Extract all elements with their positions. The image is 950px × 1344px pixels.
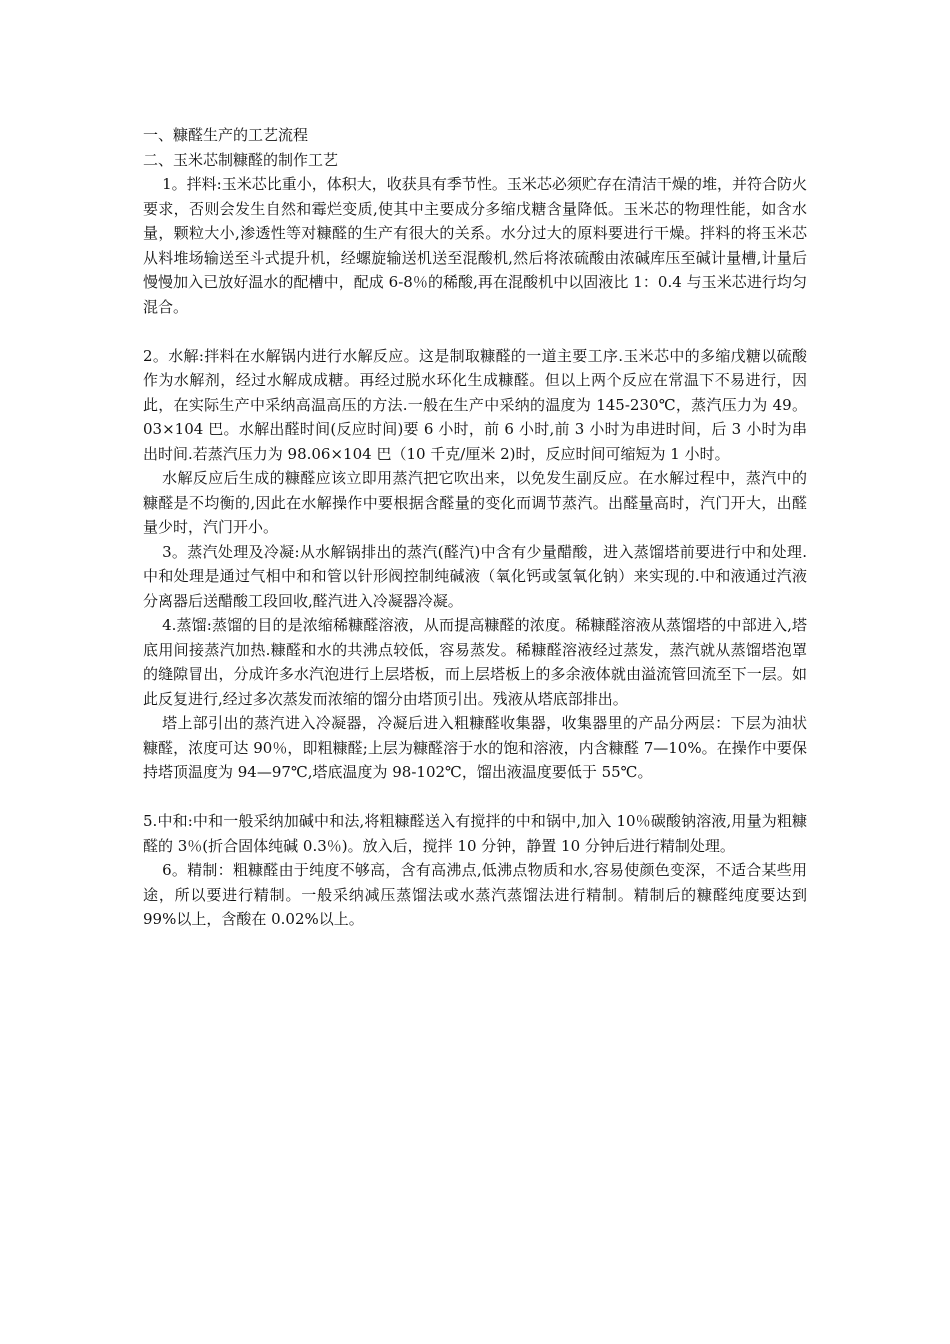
paragraph-condensation: 塔上部引出的蒸汽进入冷凝器，冷凝后进入粗糠醛收集器，收集器里的产品分两层：下层为油状糠醛，浓度可达 90％，即粗糠醛;上层为糠醛溶于水的饱和溶液，内含糠醛 7—10%。在操作中要保持塔顶温度为 94—97℃,塔底温度为 98-102℃，馏出液温度要低于 55℃。 [143,714,807,781]
paragraph-distillation: 4.蒸馏:蒸馏的目的是浓缩稀糠醛溶液，从而提高糠醛的浓度。稀糠醛溶液从蒸馏塔的中部进入,塔底用间接蒸汽加热.糠醛和水的共沸点较低，容易蒸发。稀糠醛溶液经过蒸发，蒸汽就从蒸馏塔泡罩的缝隙冒出，分成许多水汽泡进行上层塔板，而上层塔板上的多余液体就由溢流管回流至下一层。如此反复进行,经过多次蒸发而浓缩的馏分由塔顶引出。残液从塔底部排出。 [143,616,807,708]
document-body [143,123,807,932]
paragraph-hydrolysis: 2。水解:拌料在水解锅内进行水解反应。这是制取糠醛的一道主要工序.玉米芯中的多缩戊糖以硫酸作为水解剂，经过水解成成糖。再经过脱水环化生成糠醛。但以上两个反应在常温下不易进行，因此，在实际生产中采纳高温高压的方法.一般在生产中采纳的温度为 145-230℃，蒸汽压力为 49。03×104 巴。水解出醛时间(反应时间)要 6 小时，前 6 小时,前 3 小时为串进时间，后 3 小时为串出时间.若蒸汽压力为 98.06×104 巴（10 千克/厘米 2)时，反应时间可缩短为 1 小时。 [143,346,807,463]
blank-line [143,319,807,344]
paragraph-mixing: 1。拌料:玉米芯比重小，体积大，收获具有季节性。玉米芯必须贮存在清洁干燥的堆，并符合防火要求，否则会发生自然和霉烂变质,使其中主要成分多缩戊糖含量降低。玉米芯的物理性能，如含水量，颗粒大小,渗透性等对糠醛的生产有很大的关系。水分过大的原料要进行干燥。拌料的将玉米芯从料堆场输送至斗式提升机，经螺旋输送机送至混酸机,然后将浓硫酸由浓碱库压至碱计量槽,计量后慢慢加入已放好温水的配槽中，配成 6-8％的稀酸,再在混酸机中以固液比 1：0.4 与玉米芯进行均匀混合。 [143,175,807,316]
paragraph-hydrolysis-steam: 水解反应后生成的糠醛应该立即用蒸汽把它吹出来，以免发生副反应。在水解过程中，蒸汽中的糠醛是不均衡的,因此在水解操作中要根据含醛量的变化而调节蒸汽。出醛量高时，汽门开大，出醛量少时，汽门开小。 [143,469,807,536]
paragraph-neutralization: 5.中和:中和一般采纳加碱中和法,将粗糠醛送入有搅拌的中和锅中,加入 10％碳酸钠溶液,用量为粗糠醛的 3％(折合固体纯碱 0.3％)。放入后，搅拌 10 分钟，静置 10 分钟后进行精制处理。 [143,812,807,855]
paragraph-refining: 6。精制：粗糠醛由于纯度不够高，含有高沸点,低沸点物质和水,容易使颜色变深，不适合某些用途，所以要进行精制。一般采纳减压蒸馏法或水蒸汽蒸馏法进行精制。精制后的糠醛纯度要达到 99%以上，含酸在 0.02%以上。 [143,861,807,928]
heading-corncob-process: 二、玉米芯制糠醛的制作工艺 [143,150,339,169]
blank-line [143,785,807,810]
heading-process-flow: 一、糠醛生产的工艺流程 [143,126,309,144]
paragraph-steam-treatment: 3。蒸汽处理及冷凝:从水解锅排出的蒸汽(醛汽)中含有少量醋酸，进入蒸馏塔前要进行中和处理.中和处理是通过气相中和和管以针形阀控制纯碱液（氧化钙或氢氧化钠）来实现的.中和液通过汽液分离器后送醋酸工段回收,醛汽进入冷凝器冷凝。 [143,542,807,610]
